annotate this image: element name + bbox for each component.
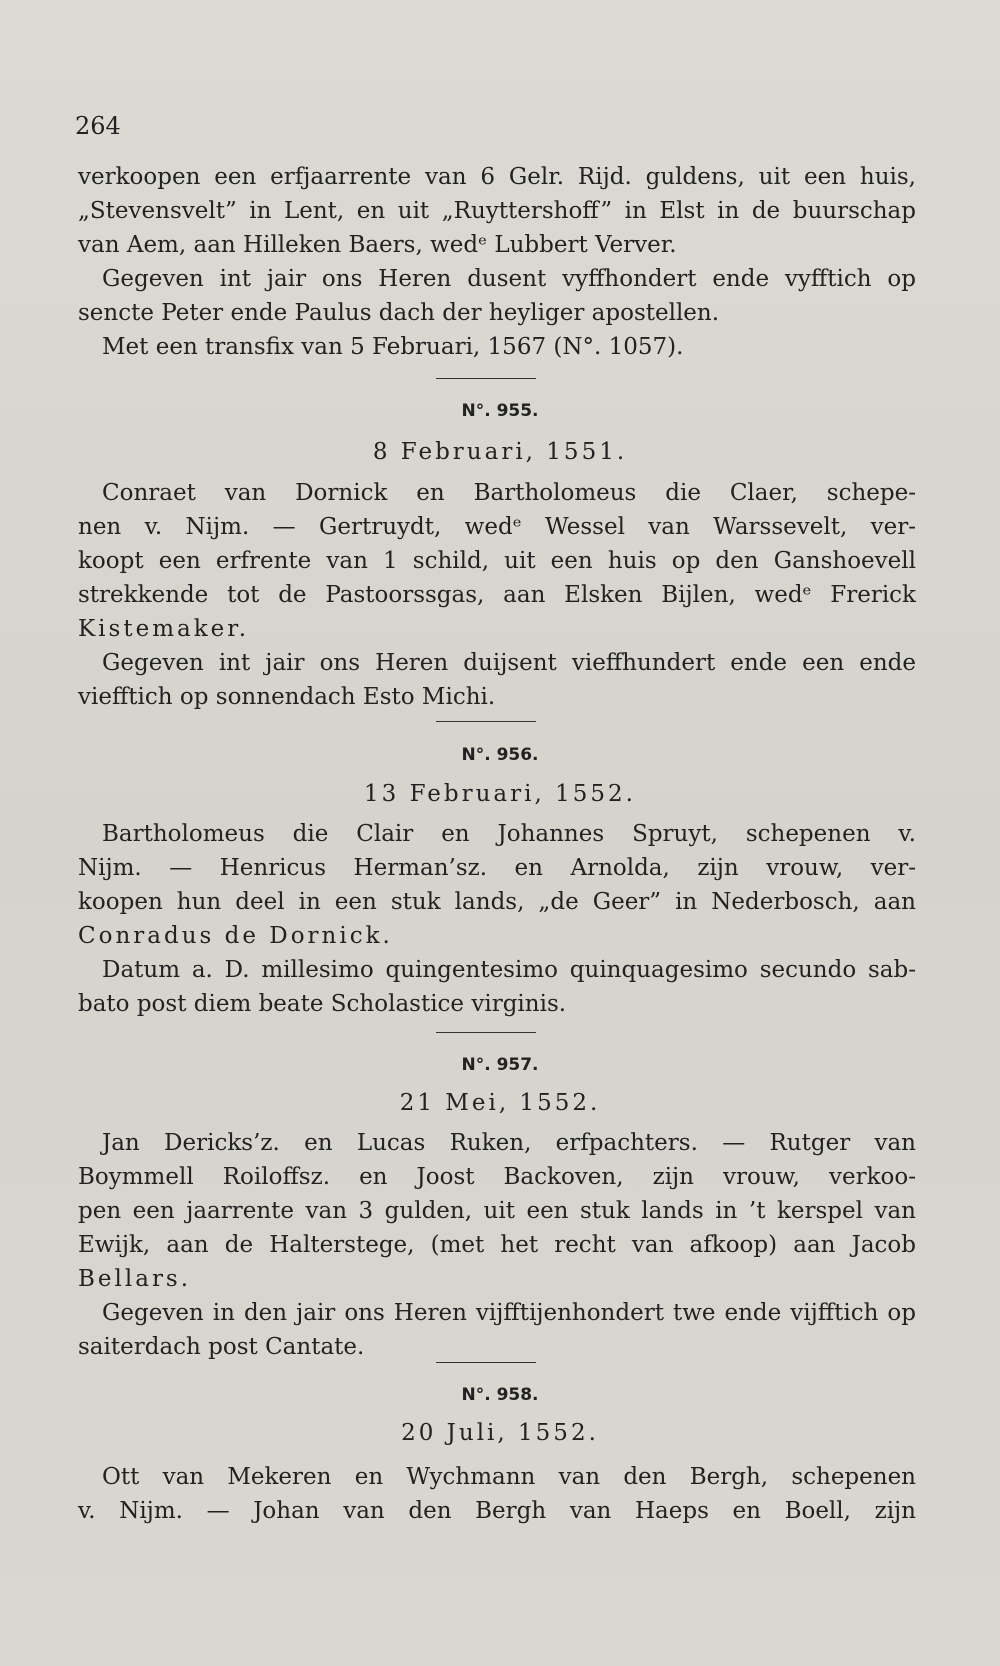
text-line: Met een transfix van 5 Februari, 1567 (N°. 1057).: [102, 334, 684, 360]
entry-date: 20 Juli, 1552.: [401, 1420, 599, 1446]
text-line: Gegeven in den jair ons Heren vijfftijenhondert twe ende vijfftich op: [102, 1300, 916, 1326]
section-divider: [436, 1032, 536, 1033]
entry-text: [78, 476, 916, 714]
text-line: Boymmell Roiloffsz. en Joost Backoven, zijn vrouw, verkoo-: [78, 1164, 916, 1190]
section-divider: [436, 721, 536, 722]
entry-date: 21 Mei, 1552.: [399, 1090, 601, 1116]
text-line: koopen hun deel in een stuk lands, „de Geer” in Nederbosch, aan: [78, 889, 916, 915]
entry-text: [78, 1126, 916, 1364]
entry-text: [78, 1460, 916, 1528]
text-line: nen v. Nijm. — Gertruydt, wedᵉ Wessel van Warssevelt, ver-: [78, 514, 916, 540]
text-line: Gegeven int jair ons Heren duijsent vieffhundert ende een ende: [102, 650, 916, 676]
text-line: Nijm. — Henricus Herman’sz. en Arnolda, zijn vrouw, ver-: [78, 855, 916, 881]
text-line: v. Nijm. — Johan van den Bergh van Haeps en Boell, zijn: [78, 1498, 916, 1524]
text-line: „Stevensvelt” in Lent, en uit „Ruyttershoff” in Elst in de buurschap: [78, 198, 916, 224]
entry-number: N°. 956.: [461, 745, 539, 765]
entry-number: N°. 957.: [461, 1055, 539, 1075]
section-divider: [436, 1362, 536, 1363]
section-divider: [436, 378, 536, 379]
entry-number: N°. 958.: [461, 1385, 539, 1405]
text-line: Bartholomeus die Clair en Johannes Spruyt, schepenen v.: [102, 821, 916, 847]
text-line: Conradus de Dornick.: [78, 923, 393, 949]
entry-date: 13 Februari, 1552.: [364, 781, 636, 807]
page-number: 264: [75, 112, 121, 140]
text-line: Bellars.: [78, 1266, 192, 1292]
text-line: Ott van Mekeren en Wychmann van den Bergh, schepenen: [102, 1464, 916, 1490]
text-line: Conraet van Dornick en Bartholomeus die Claer, schepe-: [102, 480, 916, 506]
text-line: koopt een erfrente van 1 schild, uit een huis op den Ganshoevell: [78, 548, 916, 574]
entry-date: 8 Februari, 1551.: [372, 439, 628, 465]
text-line: Kistemaker.: [78, 616, 250, 642]
text-line: Datum a. D. millesimo quingentesimo quinquagesimo secundo sab-: [102, 957, 916, 983]
text-line: strekkende tot de Pastoorssgas, aan Elsken Bijlen, wedᵉ Frerick: [78, 582, 916, 608]
text-line: pen een jaarrente van 3 gulden, uit een stuk lands in ’t kerspel van: [78, 1198, 916, 1224]
text-line: verkoopen een erfjaarrente van 6 Gelr. Rijd. guldens, uit een huis,: [78, 164, 916, 190]
text-line: van Aem, aan Hilleken Baers, wedᵉ Lubbert Verver.: [78, 232, 677, 258]
text-line: Gegeven int jair ons Heren dusent vyffhondert ende vyfftich op: [102, 266, 916, 292]
text-line: Jan Dericks’z. en Lucas Ruken, erfpachters. — Rutger van: [102, 1130, 916, 1156]
text-line: sencte Peter ende Paulus dach der heyliger apostellen.: [78, 300, 720, 326]
intro-block: [78, 160, 916, 364]
text-line: saiterdach post Cantate.: [78, 1334, 365, 1360]
entry-number: N°. 955.: [461, 401, 539, 421]
text-line: viefftich op sonnendach Esto Michi.: [78, 684, 496, 710]
entry-text: [78, 817, 916, 1021]
text-line: Ewijk, aan de Halterstege, (met het recht van afkoop) aan Jacob: [78, 1232, 916, 1258]
text-line: bato post diem beate Scholastice virginis.: [78, 991, 567, 1017]
